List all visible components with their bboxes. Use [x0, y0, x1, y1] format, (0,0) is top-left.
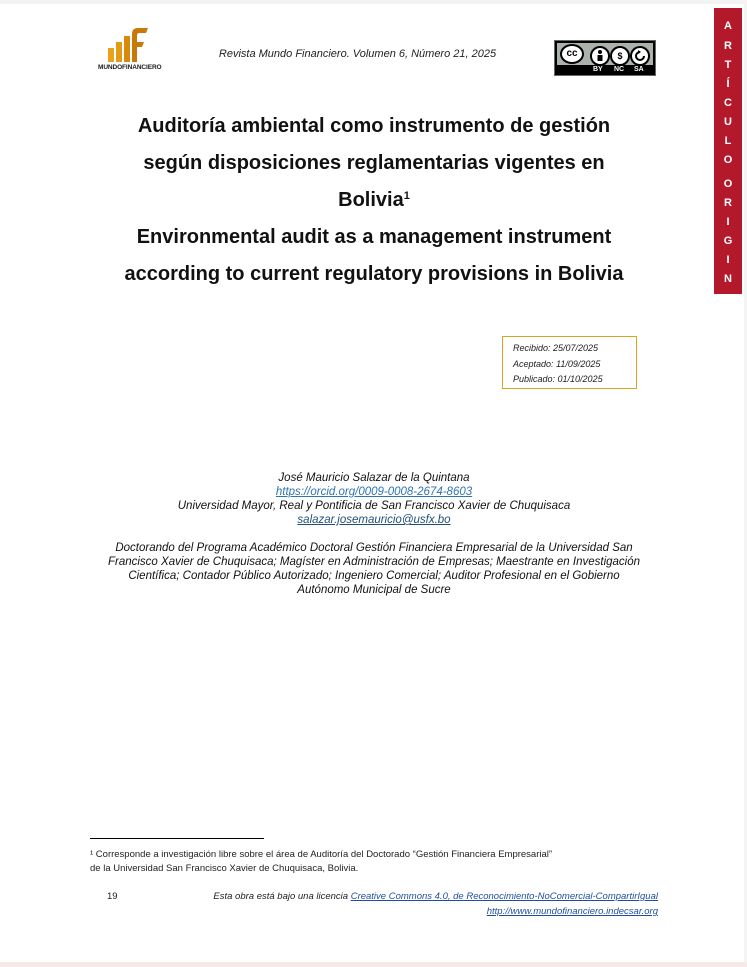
- tab-letter: O: [723, 154, 733, 166]
- bottom-strip: [0, 962, 747, 967]
- journal-url-link[interactable]: http://www.mundofinanciero.indecsar.org: [486, 906, 658, 917]
- logo-mark-icon: [98, 26, 158, 66]
- footnote: [90, 848, 666, 876]
- accepted-date: Aceptado: 11/09/2025: [513, 358, 601, 369]
- logo-text: MUNDOFINANCIERO: [98, 64, 162, 71]
- title-en-line-2: according to current regulatory provisions in Bolivia: [124, 263, 624, 285]
- article-type-tab: [714, 8, 742, 294]
- tab-letter: T: [724, 59, 732, 71]
- tab-letter: I: [726, 216, 730, 228]
- bio-line: Francisco Xavier de Chuquisaca; Magíster en Administración de Empresas; Maestrante en Investigación: [107, 556, 641, 568]
- tab-letter: Í: [726, 78, 730, 90]
- author-email-link[interactable]: salazar.josemauricio@usfx.bo: [297, 514, 451, 526]
- page-top-border: [0, 0, 747, 4]
- footnote-marker[interactable]: 1: [403, 190, 410, 202]
- tab-letter: C: [724, 97, 732, 109]
- author-block: [90, 471, 658, 527]
- tab-letter: R: [724, 197, 732, 209]
- title-es-line-2: según disposiciones reglamentarias vigentes en: [143, 152, 605, 174]
- title-es-line-1: Auditoría ambiental como instrumento de gestión: [137, 115, 611, 137]
- tab-letter: I: [726, 254, 730, 266]
- tab-letter: U: [724, 116, 732, 128]
- tab-letter: R: [724, 40, 732, 52]
- received-date: Recibido: 25/07/2025: [513, 343, 599, 353]
- bio-line: Científica; Contador Público Autorizado; Ingeniero Comercial; Auditor Profesional en el Gobierno: [128, 570, 620, 582]
- creative-commons-badge[interactable]: [554, 40, 656, 76]
- tab-letter: O: [723, 178, 733, 190]
- tab-letter: N: [724, 273, 732, 285]
- article-title: [90, 108, 658, 293]
- author-affiliation: Universidad Mayor, Real y Pontificia de San Francisco Xavier de Chuquisaca: [177, 500, 571, 512]
- by-person-icon: [590, 46, 610, 66]
- license-prefix: Esta obra está bajo una licencia: [213, 891, 351, 902]
- dates-box: [502, 336, 637, 389]
- by-label: BY: [593, 66, 603, 73]
- cc-icons-strip: [557, 43, 653, 65]
- journal-citation: Revista Mundo Financiero. Volumen 6, Número 21, 2025: [218, 48, 497, 60]
- cc-icon: cc: [560, 44, 584, 64]
- license-notice: [150, 890, 658, 904]
- footnote-separator: [90, 838, 264, 839]
- author-name: José Mauricio Salazar de la Quintana: [278, 472, 470, 484]
- nc-label: NC: [614, 66, 625, 73]
- bio-line: Doctorando del Programa Académico Doctoral Gestión Financiera Empresarial de la Universidad San: [115, 542, 633, 554]
- sa-label: SA: [634, 66, 644, 73]
- sharealike-icon: [630, 46, 650, 66]
- title-es-line-3: [90, 182, 658, 219]
- tab-letter: G: [723, 235, 733, 247]
- title-es-bolivia: Bolivia: [338, 189, 404, 211]
- footnote-line: ¹ Corresponde a investigación libre sobre el área de Auditoría del Doctorado “Gestión Financiera Empresarial”: [90, 849, 553, 860]
- title-en-line-1: Environmental audit as a management instrument: [136, 226, 612, 248]
- page-number: 19: [107, 891, 118, 902]
- tab-letter: L: [724, 135, 732, 147]
- author-bio: [90, 541, 658, 597]
- published-date: Publicado: 01/10/2025: [513, 374, 603, 384]
- footnote-line: de la Universidad San Francisco Xavier de Chuquisaca, Bolivia.: [90, 863, 359, 874]
- noncommercial-icon: $: [610, 46, 630, 66]
- license-link[interactable]: Creative Commons 4.0, de Reconocimiento-NoComercial-CompartirIgual: [350, 891, 658, 902]
- orcid-link[interactable]: https://orcid.org/0009-0008-2674-8603: [275, 486, 473, 498]
- bio-line: Autónomo Municipal de Sucre: [297, 584, 451, 596]
- tab-letter: A: [724, 20, 732, 32]
